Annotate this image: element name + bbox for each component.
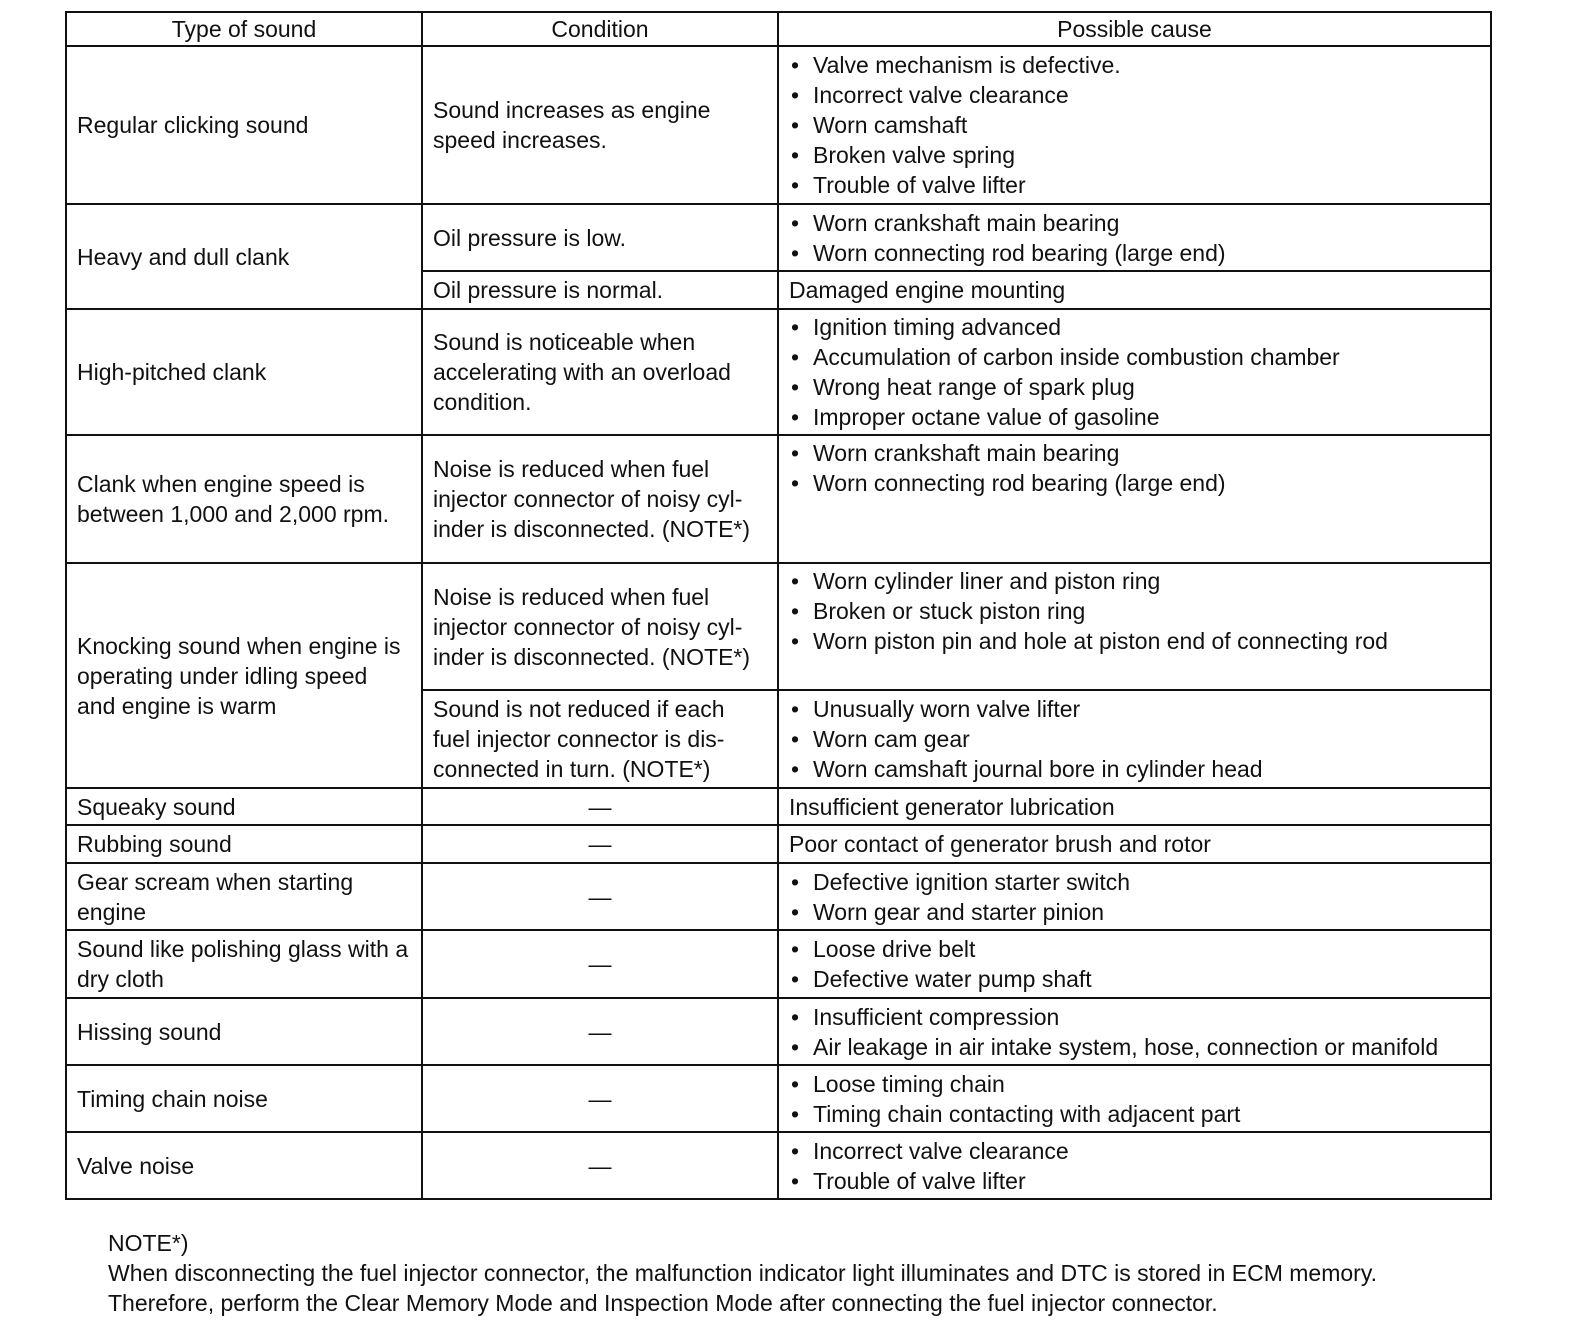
- cell-possible-cause: [778, 863, 1491, 930]
- cause-list-item: • Defective water pump shaft: [789, 964, 1480, 994]
- table-row: [66, 309, 1491, 435]
- table-row: [66, 825, 1491, 863]
- cause-list: [789, 694, 1480, 784]
- cell-possible-cause: [778, 1132, 1491, 1199]
- cause-list-item: • Worn connecting rod bearing (large end): [789, 238, 1480, 268]
- cause-list-item: • Loose timing chain: [789, 1069, 1480, 1099]
- cause-list-item: • Incorrect valve clearance: [789, 1136, 1480, 1166]
- cell-condition: Noise is reduced when fuel injector connector of noisy cyl-inder is disconnected. (NOTE*): [422, 435, 778, 563]
- cause-list-item: • Wrong heat range of spark plug: [789, 372, 1480, 402]
- table-row: [66, 998, 1491, 1065]
- cell-type-of-sound: Gear scream when starting engine: [66, 863, 422, 930]
- cell-type-of-sound: High-pitched clank: [66, 309, 422, 435]
- cell-type-of-sound: Clank when engine speed is between 1,000 and 2,000 rpm.: [66, 435, 422, 563]
- cell-condition: —: [422, 998, 778, 1065]
- cause-list-item: • Incorrect valve clearance: [789, 80, 1480, 110]
- cause-list-item: • Worn cylinder liner and piston ring: [789, 566, 1480, 596]
- cell-condition: —: [422, 930, 778, 998]
- cause-list: [789, 1069, 1480, 1129]
- header-type-of-sound: Type of sound: [66, 12, 422, 46]
- cause-list: [789, 934, 1480, 994]
- cell-condition: —: [422, 788, 778, 825]
- cause-list-item: • Worn crankshaft main bearing: [789, 438, 1480, 468]
- cell-type-of-sound: Squeaky sound: [66, 788, 422, 825]
- cause-list: [789, 1136, 1480, 1196]
- cell-condition: Noise is reduced when fuel injector connector of noisy cyl-inder is disconnected. (NOTE*): [422, 563, 778, 690]
- cell-condition: —: [422, 1065, 778, 1132]
- cause-list-item: • Worn crankshaft main bearing: [789, 208, 1480, 238]
- cell-condition: —: [422, 1132, 778, 1199]
- cause-list-item: • Trouble of valve lifter: [789, 1166, 1480, 1196]
- cell-possible-cause: Damaged engine mounting: [778, 271, 1491, 309]
- cause-list-item: • Defective ignition starter switch: [789, 867, 1480, 897]
- footnote-line-1: When disconnecting the fuel injector connector, the malfunction indicator light illuminates and DTC is stored in ECM memory.: [108, 1260, 1377, 1286]
- cell-possible-cause: Insufficient generator lubrication: [778, 788, 1491, 825]
- cell-type-of-sound: Rubbing sound: [66, 825, 422, 863]
- cell-condition: —: [422, 825, 778, 863]
- cell-possible-cause: [778, 563, 1491, 690]
- cause-list-item: • Accumulation of carbon inside combustion chamber: [789, 342, 1480, 372]
- table-row: [66, 863, 1491, 930]
- cell-possible-cause: [778, 690, 1491, 788]
- cell-type-of-sound: Hissing sound: [66, 998, 422, 1065]
- cause-list-item: • Improper octane value of gasoline: [789, 402, 1480, 432]
- cause-list-item: • Worn gear and starter pinion: [789, 897, 1480, 927]
- cell-condition: Sound is not reduced if each fuel injector connector is dis-connected in turn. (NOTE*): [422, 690, 778, 788]
- cause-list-item: • Broken or stuck piston ring: [789, 596, 1480, 626]
- cause-list-item: • Broken valve spring: [789, 140, 1480, 170]
- cause-list: [789, 867, 1480, 927]
- cause-list-item: • Worn camshaft: [789, 110, 1480, 140]
- header-condition: Condition: [422, 12, 778, 46]
- cell-type-of-sound: Valve noise: [66, 1132, 422, 1199]
- footnote: [108, 1228, 1548, 1318]
- cause-list-item: • Loose drive belt: [789, 934, 1480, 964]
- header-possible-cause: Possible cause: [778, 12, 1491, 46]
- cause-list-item: • Unusually worn valve lifter: [789, 694, 1480, 724]
- cause-list-item: • Worn cam gear: [789, 724, 1480, 754]
- table-row: [66, 930, 1491, 998]
- table-row: [66, 1065, 1491, 1132]
- table-row: [66, 46, 1491, 204]
- cell-possible-cause: Poor contact of generator brush and rotor: [778, 825, 1491, 863]
- cell-possible-cause: [778, 309, 1491, 435]
- cause-list-item: • Air leakage in air intake system, hose, connection or manifold: [789, 1032, 1480, 1062]
- cell-condition: Oil pressure is normal.: [422, 271, 778, 309]
- cell-condition: —: [422, 863, 778, 930]
- cell-condition: Sound is noticeable when accelerating with an overload condition.: [422, 309, 778, 435]
- cell-type-of-sound: Heavy and dull clank: [66, 204, 422, 309]
- cause-list: [789, 438, 1480, 498]
- table-row: [66, 563, 1491, 690]
- table-row: [66, 788, 1491, 825]
- cell-condition: Oil pressure is low.: [422, 204, 778, 271]
- cell-condition: Sound increases as engine speed increases.: [422, 46, 778, 204]
- cause-list: [789, 50, 1480, 200]
- cause-list: [789, 1002, 1480, 1062]
- cell-possible-cause: [778, 930, 1491, 998]
- cause-list-item: • Worn camshaft journal bore in cylinder head: [789, 754, 1480, 784]
- table-header-row: [66, 12, 1491, 46]
- engine-noise-diagnosis-table: [65, 11, 1492, 1200]
- cause-list-item: • Trouble of valve lifter: [789, 170, 1480, 200]
- cause-list-item: • Ignition timing advanced: [789, 312, 1480, 342]
- cell-possible-cause: [778, 204, 1491, 271]
- footnote-line-2: Therefore, perform the Clear Memory Mode and Inspection Mode after connecting the fuel injector connector.: [108, 1290, 1218, 1316]
- table-row: [66, 204, 1491, 271]
- cause-list: [789, 566, 1480, 656]
- footnote-label: NOTE*): [108, 1230, 189, 1256]
- table-row: [66, 1132, 1491, 1199]
- cause-list-item: • Timing chain contacting with adjacent part: [789, 1099, 1480, 1129]
- table-row: [66, 435, 1491, 563]
- cause-list: [789, 208, 1480, 268]
- cause-list-item: • Insufficient compression: [789, 1002, 1480, 1032]
- table-body: [66, 46, 1491, 1199]
- cell-type-of-sound: Regular clicking sound: [66, 46, 422, 204]
- cause-list-item: • Valve mechanism is defective.: [789, 50, 1480, 80]
- cause-list-item: • Worn connecting rod bearing (large end): [789, 468, 1480, 498]
- cell-type-of-sound: Sound like polishing glass with a dry cloth: [66, 930, 422, 998]
- cause-list: [789, 312, 1480, 432]
- cell-type-of-sound: Knocking sound when engine is operating under idling speed and engine is warm: [66, 563, 422, 788]
- cell-type-of-sound: Timing chain noise: [66, 1065, 422, 1132]
- cause-list-item: • Worn piston pin and hole at piston end of connecting rod: [789, 626, 1480, 656]
- cell-possible-cause: [778, 998, 1491, 1065]
- cell-possible-cause: [778, 1065, 1491, 1132]
- cell-possible-cause: [778, 435, 1491, 563]
- cell-possible-cause: [778, 46, 1491, 204]
